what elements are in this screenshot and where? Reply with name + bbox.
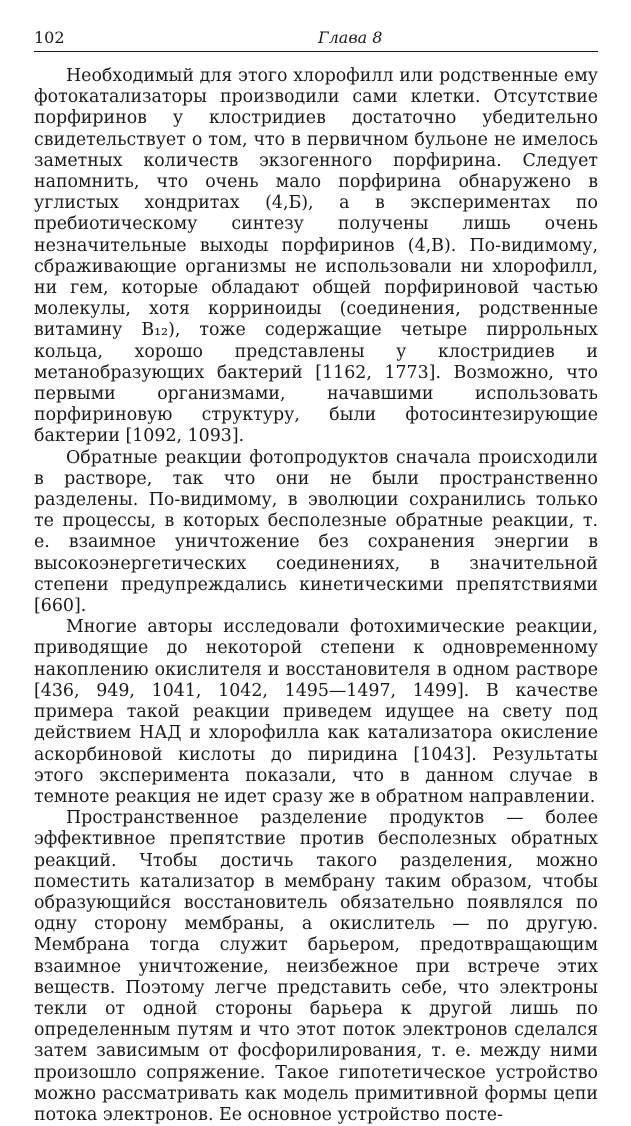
book-page: [34, 0, 598, 1125]
paragraph: Многие авторы исследовали фотохимические реакции, приводящие до некоторой степени к одновременному накоплению окислителя и восстановителя в одном растворе [436, 949, 1041, 1042, 1495—1497, 1499]. В качестве примера такой реакции приведем идущее на свету под действием НАД и хлорофилла как катализатора окисление аскорбиновой кислоты до пиридина [1043]. Результаты этого эксперимента показали, что в данном случае в темноте реакция не идет сразу же в обратном направлении.: [34, 617, 598, 807]
header-rule: [34, 51, 598, 52]
page-number: 102: [34, 28, 65, 47]
body-text: [34, 66, 598, 1126]
paragraph: Необходимый для этого хлорофилл или родственные ему фотокатализаторы производили сами клетки. Отсутствие порфиринов у клостридиев достаточно убедительно свидетельствует о том, что в первичном бульоне не имелось заметных количеств экзогенного порфирина. Следует напомнить, что очень мало порфирина обнаружено в углистых хондритах (4,Б), а в экспериментах по пребиотическому синтезу получены лишь очень незначительные выходы порфиринов (4,В). По-видимому, сбраживающие организмы не использовали ни хлорофилл, ни гем, которые обладают общей порфириновой частью молекулы, хотя корриноиды (соединения, родственные витамину B₁₂), тоже содержащие четыре пиррольных кольца, хорошо представлены у клостридиев и метанобразующих бактерий [1162, 1773]. Возможно, что первыми организмами, начавшими использовать порфириновую структуру, были фотосинтезирующие бактерии [1092, 1093].: [34, 66, 598, 447]
paragraph: Обратные реакции фотопродуктов сначала происходили в растворе, так что они не были пространственно разделены. По-видимому, в эволюции сохранились только те процессы, в которых бесполезные обратные реакции, т. е. взаимное уничтожение без сохранения энергии в высокоэнергетических соединениях, в значительной степени предупреждались кинетическими препятствиями [660].: [34, 447, 598, 617]
paragraph: Пространственное разделение продуктов — более эффективное препятствие против бесполезных обратных реакций. Чтобы достичь такого разделения, можно поместить катализатор в мембрану таким образом, чтобы образующийся восстановитель обязательно появлялся по одну сторону мембраны, а окислитель — по другую. Мембрана тогда служит барьером, предотвращающим взаимное уничтожение, неизбежное при встрече этих веществ. Поэтому легче представить себе, что электроны текли от одной стороны барьера к другой лишь по определенным путям и что этот поток электронов сделался затем зависимым от фосфорилирования, т. е. между ними произошло сопряжение. Такое гипотетическое устройство можно рассматривать как модель примитивной формы цепи потока электронов. Ее основное устройство посте-: [34, 808, 598, 1125]
chapter-title: Глава 8: [318, 28, 383, 47]
page-header: [34, 28, 598, 52]
